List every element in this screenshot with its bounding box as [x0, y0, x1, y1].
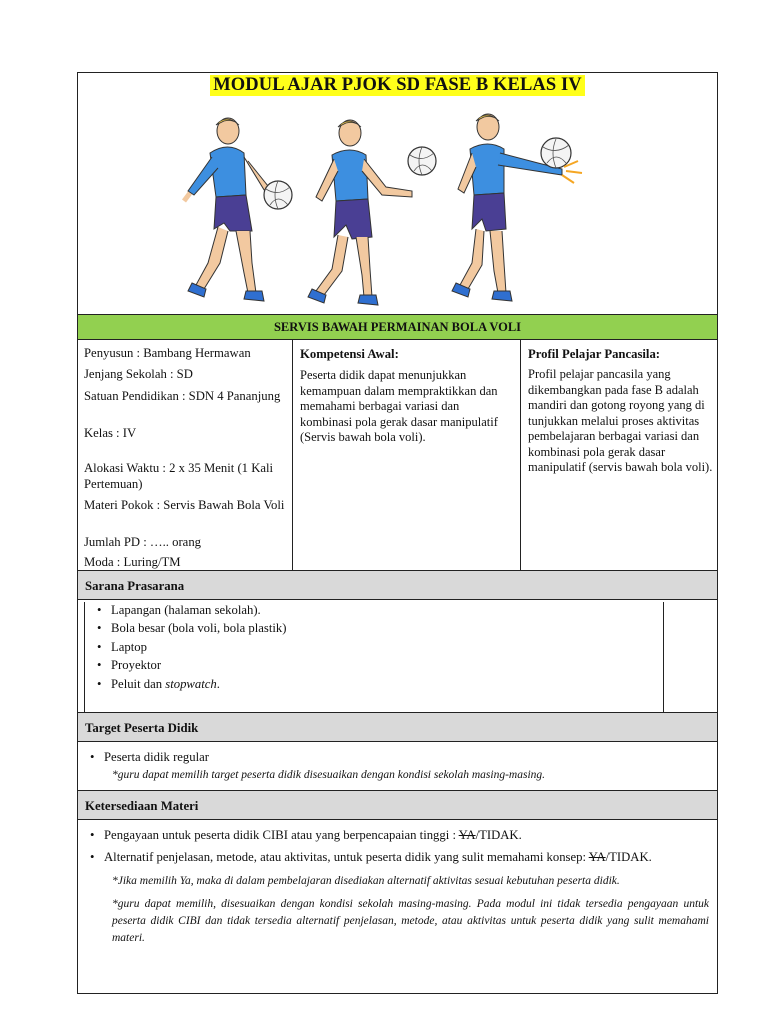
identity-column	[78, 339, 293, 570]
satuan-pendidikan: Satuan Pendidikan : SDN 4 Pananjung	[84, 389, 281, 403]
list-item: • Bola besar (bola voli, bola plastik)	[97, 621, 287, 636]
materi-pokok: Materi Pokok : Servis Bawah Bola Voli	[84, 498, 285, 512]
ketersediaan-body	[78, 821, 717, 947]
jenjang-sekolah: Jenjang Sekolah : SD	[84, 367, 193, 381]
profil-heading: Profil Pelajar Pancasila:	[528, 347, 661, 361]
list-item: • Laptop	[97, 639, 147, 654]
ketersediaan-heading: Ketersediaan Materi	[78, 790, 717, 820]
title-wrap	[78, 75, 717, 96]
player-figure-1	[184, 118, 292, 301]
page-title: MODUL AJAR PJOK SD FASE B KELAS IV	[210, 75, 585, 96]
kelas: Kelas : IV	[84, 426, 137, 440]
section-title-bar: SERVIS BAWAH PERMAINAN BOLA VOLI	[78, 314, 717, 340]
kompetensi-heading: Kompetensi Awal:	[300, 347, 399, 361]
kompetensi-text: Peserta didik dapat menunjukkan kemampuan dalam mempraktikkan dan memahami berbagai variasi dan kombinasi pola gerak dasar manipulatif (Servis bawah bola voli).	[300, 368, 498, 444]
list-item: • Alternatif penjelasan, metode, atau aktivitas, untuk peserta didik yang sulit memahami konsep: YA/TIDAK.	[90, 850, 652, 865]
list-item: • Proyektor	[97, 658, 162, 673]
moda: Moda : Luring/TM	[84, 555, 181, 569]
info-table	[78, 339, 717, 570]
serve-illustration	[166, 113, 606, 318]
target-note: *guru dapat memilih target peserta didik disesuaikan dengan kondisi sekolah masing-masing.	[112, 769, 546, 782]
module-document	[77, 72, 718, 994]
sarana-heading: Sarana Prasarana	[78, 570, 717, 600]
list-item: • Pengayaan untuk peserta didik CIBI atau yang berpencapaian tinggi : YA/TIDAK.	[90, 828, 522, 842]
kompetensi-column	[293, 339, 521, 570]
profil-text: Profil pelajar pancasila yang dikembangkan pada fase B adalah mandiri dan gotong royong yang di tunjukkan melalui proses aktivitas pembelajaran berbagai variasi dan kombinasi pola gerak dasar manipulatif (servis bawah bola voli).	[528, 367, 713, 474]
alokasi-waktu: Alokasi Waktu : 2 x 35 Menit (1 Kali Pertemuan)	[84, 461, 274, 491]
list-item: • Peluit dan stopwatch.	[97, 676, 220, 691]
profil-column	[521, 339, 717, 570]
player-figure-3	[452, 114, 582, 301]
target-body	[78, 743, 717, 790]
list-item: • Lapangan (halaman sekolah).	[97, 603, 261, 617]
sarana-list-box	[84, 602, 664, 714]
ketersediaan-note-2: *guru dapat memilih, disesuaikan dengan kondisi sekolah masing-masing. Pada modul ini tidak tersedia pengayaan untuk peserta didik CIBI dan tidak tersedia alternatif penjelasan, metode, atau aktivitas untuk peserta didik yang sulit memahami materi.	[112, 897, 709, 944]
player-figure-2	[308, 120, 436, 305]
target-heading: Target Peserta Didik	[78, 712, 717, 742]
penyusun: Penyusun : Bambang Hermawan	[84, 346, 251, 360]
ketersediaan-note-1: *Jika memilih Ya, maka di dalam pembelajaran disediakan alternatif aktivitas sesuai kebutuhan peserta didik.	[112, 874, 620, 887]
list-item: • Peserta didik regular	[90, 750, 209, 764]
jumlah-pd: Jumlah PD : ….. orang	[84, 535, 202, 549]
sarana-list	[85, 601, 663, 693]
